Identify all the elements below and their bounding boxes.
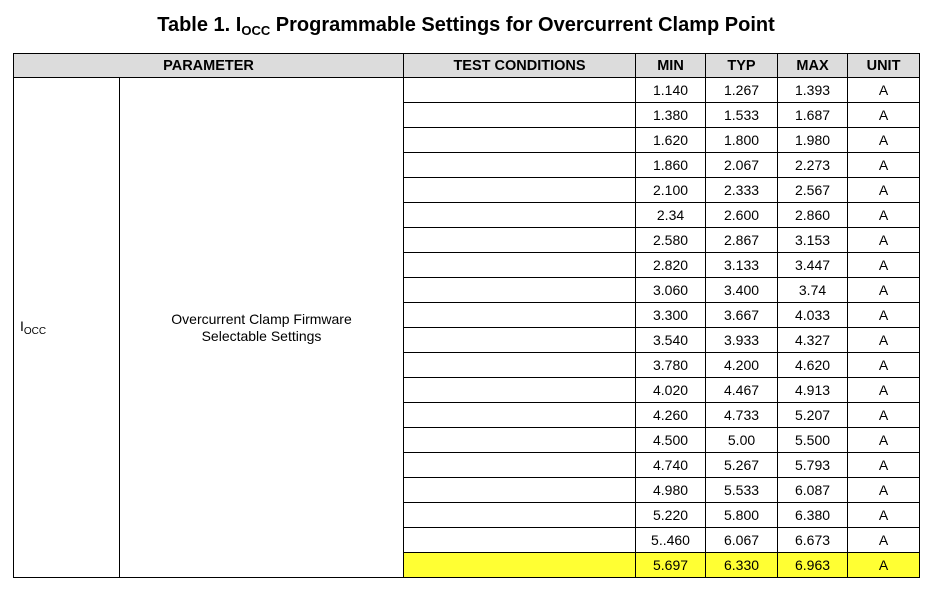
unit-cell: A	[848, 103, 920, 128]
min-cell: 4.020	[636, 378, 706, 403]
test-conditions-cell	[404, 453, 636, 478]
parameter-description: Overcurrent Clamp Firmware Selectable Settings	[120, 78, 404, 578]
test-conditions-cell	[404, 103, 636, 128]
typ-cell: 3.933	[706, 328, 778, 353]
unit-cell: A	[848, 353, 920, 378]
header-row	[14, 54, 920, 78]
max-cell: 5.793	[778, 453, 848, 478]
min-cell: 4.740	[636, 453, 706, 478]
test-conditions-cell	[404, 303, 636, 328]
min-cell: 1.140	[636, 78, 706, 103]
max-cell: 4.913	[778, 378, 848, 403]
typ-cell: 2.333	[706, 178, 778, 203]
typ-cell: 2.067	[706, 153, 778, 178]
test-conditions-cell	[404, 553, 636, 578]
parameter-symbol: $I_{OCC}$	[14, 78, 120, 578]
max-cell: 2.567	[778, 178, 848, 203]
typ-cell: 3.667	[706, 303, 778, 328]
unit-cell: A	[848, 328, 920, 353]
typ-cell: 1.533	[706, 103, 778, 128]
typ-cell: 2.600	[706, 203, 778, 228]
header-min: MIN	[636, 54, 706, 78]
typ-cell: 5.00	[706, 428, 778, 453]
typ-cell: 4.200	[706, 353, 778, 378]
typ-cell: 3.133	[706, 253, 778, 278]
unit-cell: A	[848, 253, 920, 278]
unit-cell: A	[848, 178, 920, 203]
test-conditions-cell	[404, 153, 636, 178]
max-cell: 4.033	[778, 303, 848, 328]
min-cell: 2.820	[636, 253, 706, 278]
min-cell: 4.260	[636, 403, 706, 428]
typ-cell: 6.067	[706, 528, 778, 553]
test-conditions-cell	[404, 403, 636, 428]
header-max: MAX	[778, 54, 848, 78]
max-cell: 4.620	[778, 353, 848, 378]
max-cell: 2.273	[778, 153, 848, 178]
test-conditions-cell	[404, 328, 636, 353]
test-conditions-cell	[404, 203, 636, 228]
test-conditions-cell	[404, 128, 636, 153]
occ-settings-table	[13, 53, 920, 578]
min-cell: 2.34	[636, 203, 706, 228]
max-cell: 6.963	[778, 553, 848, 578]
test-conditions-cell	[404, 378, 636, 403]
min-cell: 3.060	[636, 278, 706, 303]
max-cell: 5.207	[778, 403, 848, 428]
typ-cell: 5.800	[706, 503, 778, 528]
min-cell: 2.100	[636, 178, 706, 203]
min-cell: 1.620	[636, 128, 706, 153]
min-cell: 3.780	[636, 353, 706, 378]
unit-cell: A	[848, 503, 920, 528]
typ-cell: 5.533	[706, 478, 778, 503]
unit-cell: A	[848, 303, 920, 328]
unit-cell: A	[848, 428, 920, 453]
test-conditions-cell	[404, 178, 636, 203]
unit-cell: A	[848, 528, 920, 553]
unit-cell: A	[848, 78, 920, 103]
min-cell: 4.500	[636, 428, 706, 453]
max-cell: 1.393	[778, 78, 848, 103]
min-cell: 5.697	[636, 553, 706, 578]
test-conditions-cell	[404, 503, 636, 528]
test-conditions-cell	[404, 78, 636, 103]
test-conditions-cell	[404, 228, 636, 253]
test-conditions-cell	[404, 278, 636, 303]
min-cell: 5.220	[636, 503, 706, 528]
header-unit: UNIT	[848, 54, 920, 78]
unit-cell: A	[848, 153, 920, 178]
unit-cell: A	[848, 478, 920, 503]
max-cell: 5.500	[778, 428, 848, 453]
typ-cell: 1.800	[706, 128, 778, 153]
typ-cell: 4.733	[706, 403, 778, 428]
unit-cell: A	[848, 403, 920, 428]
typ-cell: 6.330	[706, 553, 778, 578]
max-cell: 1.687	[778, 103, 848, 128]
unit-cell: A	[848, 203, 920, 228]
min-cell: 4.980	[636, 478, 706, 503]
unit-cell: A	[848, 278, 920, 303]
unit-cell: A	[848, 228, 920, 253]
unit-cell: A	[848, 128, 920, 153]
min-cell: 3.300	[636, 303, 706, 328]
test-conditions-cell	[404, 253, 636, 278]
max-cell: 1.980	[778, 128, 848, 153]
unit-cell: A	[848, 378, 920, 403]
max-cell: 6.673	[778, 528, 848, 553]
test-conditions-cell	[404, 353, 636, 378]
test-conditions-cell	[404, 528, 636, 553]
header-typ: TYP	[706, 54, 778, 78]
max-cell: 3.447	[778, 253, 848, 278]
table-row	[14, 78, 920, 103]
min-cell: 3.540	[636, 328, 706, 353]
typ-cell: 3.400	[706, 278, 778, 303]
min-cell: 1.380	[636, 103, 706, 128]
header-parameter: PARAMETER	[14, 54, 404, 78]
typ-cell: 2.867	[706, 228, 778, 253]
min-cell: 5..460	[636, 528, 706, 553]
min-cell: 1.860	[636, 153, 706, 178]
max-cell: 3.74	[778, 278, 848, 303]
max-cell: 6.087	[778, 478, 848, 503]
max-cell: 3.153	[778, 228, 848, 253]
test-conditions-cell	[404, 478, 636, 503]
unit-cell: A	[848, 453, 920, 478]
test-conditions-cell	[404, 428, 636, 453]
table-title: Table 1. $I_{OCC}$ Programmable Settings for Overcurrent Clamp Point	[157, 14, 775, 38]
typ-cell: 1.267	[706, 78, 778, 103]
max-cell: 4.327	[778, 328, 848, 353]
max-cell: 6.380	[778, 503, 848, 528]
typ-cell: 5.267	[706, 453, 778, 478]
typ-cell: 4.467	[706, 378, 778, 403]
header-test-conditions: TEST CONDITIONS	[404, 54, 636, 78]
min-cell: 2.580	[636, 228, 706, 253]
max-cell: 2.860	[778, 203, 848, 228]
unit-cell: A	[848, 553, 920, 578]
